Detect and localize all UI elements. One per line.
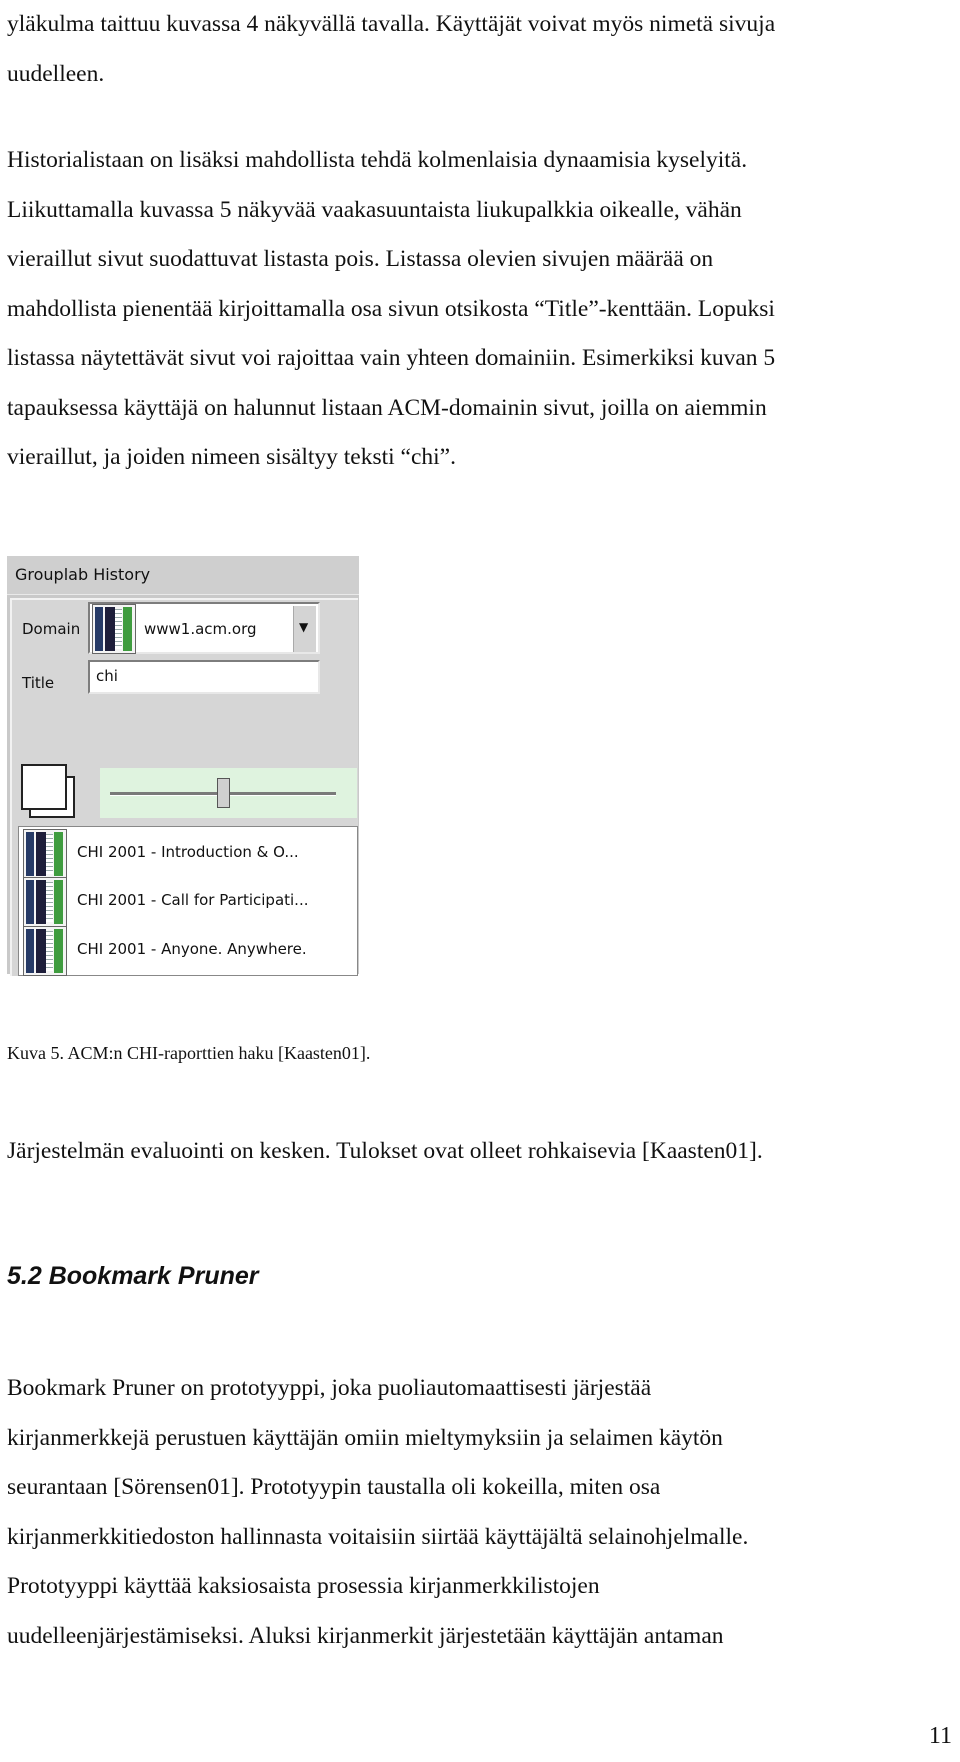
paragraph-1: [7, 0, 952, 99]
figure-caption: Kuva 5. ACM:n CHI-raporttien haku [Kaasten01].: [7, 1043, 371, 1063]
section-heading: 5.2 Bookmark Pruner: [7, 1262, 259, 1290]
title-label: Title: [22, 674, 55, 692]
domain-value: www1.acm.org: [144, 620, 257, 638]
page-icon: [20, 763, 76, 819]
text-line: seurantaan [Sörensen01]. Prototyypin taustalla oli kokeilla, miten osa: [7, 1474, 661, 1500]
dropdown-button[interactable]: [293, 606, 316, 652]
paragraph-2: [7, 136, 952, 483]
paragraph-3: [7, 1127, 952, 1177]
domain-label: Domain: [22, 620, 81, 638]
title-input[interactable]: [88, 660, 320, 694]
history-panel: [10, 598, 358, 976]
grouplab-history-screenshot: [7, 556, 359, 974]
text-line: vieraillut, ja joiden nimeen sisältyy teksti “chi”.: [7, 444, 456, 470]
text-line: yläkulma taittuu kuvassa 4 näkyvällä tavalla. Käyttäjät voivat myös nimetä sivuja: [7, 11, 776, 37]
page-number: 11: [928, 1723, 952, 1749]
page-thumbnail-icon: [23, 926, 67, 976]
text-line: Bookmark Pruner on prototyyppi, joka puoliautomaattisesti järjestää: [7, 1375, 652, 1401]
text-line: Prototyyppi käyttää kaksiosaista prosessia kirjanmerkkilistojen: [7, 1573, 600, 1599]
window-titlebar: [7, 556, 359, 595]
text-line: vieraillut sivut suodattuvat listasta pois. Listassa olevien sivujen määrää on: [7, 246, 714, 272]
text-line: Liikuttamalla kuvassa 5 näkyvää vaakasuuntaista liukupalkkia oikealle, vähän: [7, 196, 742, 223]
history-list: [18, 826, 358, 976]
text-line: kirjanmerkkitiedoston hallinnasta voitaisiin siirtää käyttäjältä selainohjelmalle.: [7, 1523, 749, 1550]
list-item-title: CHI 2001 - Introduction & O...: [77, 843, 299, 861]
page-thumbnail-icon: [23, 829, 67, 879]
paragraph-4: [7, 1364, 952, 1661]
list-item[interactable]: [19, 827, 357, 877]
domain-thumbnail-icon: [92, 604, 136, 654]
page-thumbnail-icon: [23, 877, 67, 927]
text-line: uudelleenjärjestämiseksi. Aluksi kirjanmerkit järjestetään käyttäjän antaman: [7, 1622, 724, 1649]
text-line: Historialistaan on lisäksi mahdollista tehdä kolmenlaisia dynaamisia kyselyitä.: [7, 147, 748, 173]
title-value: chi: [96, 667, 118, 685]
visit-frequency-slider[interactable]: [100, 768, 357, 818]
list-item-title: CHI 2001 - Call for Participati...: [77, 891, 309, 909]
list-item[interactable]: [19, 875, 357, 925]
text-line: kirjanmerkkejä perustuen käyttäjän omiin mieltymyksiin ja selaimen käytön: [7, 1424, 723, 1451]
text-line: Järjestelmän evaluointi on kesken. Tulokset ovat olleet rohkaisevia [Kaasten01].: [7, 1138, 763, 1164]
text-line: mahdollista pienentää kirjoittamalla osa sivun otsikosta “Title”-kenttään. Lopuksi: [7, 295, 775, 322]
domain-select[interactable]: [88, 602, 320, 654]
window-title: Grouplab History: [15, 565, 151, 584]
list-item[interactable]: [19, 924, 357, 974]
slider-handle[interactable]: [217, 778, 230, 808]
text-line: listassa näytettävät sivut voi rajoittaa vain yhteen domainiin. Esimerkiksi kuvan 5: [7, 345, 776, 371]
text-line: tapauksessa käyttäjä on halunnut listaan ACM-domainin sivut, joilla on aiemmin: [7, 394, 767, 421]
text-line: uudelleen.: [7, 60, 105, 87]
chevron-down-icon: ▼: [299, 620, 309, 634]
list-item-title: CHI 2001 - Anyone. Anywhere.: [77, 940, 307, 958]
